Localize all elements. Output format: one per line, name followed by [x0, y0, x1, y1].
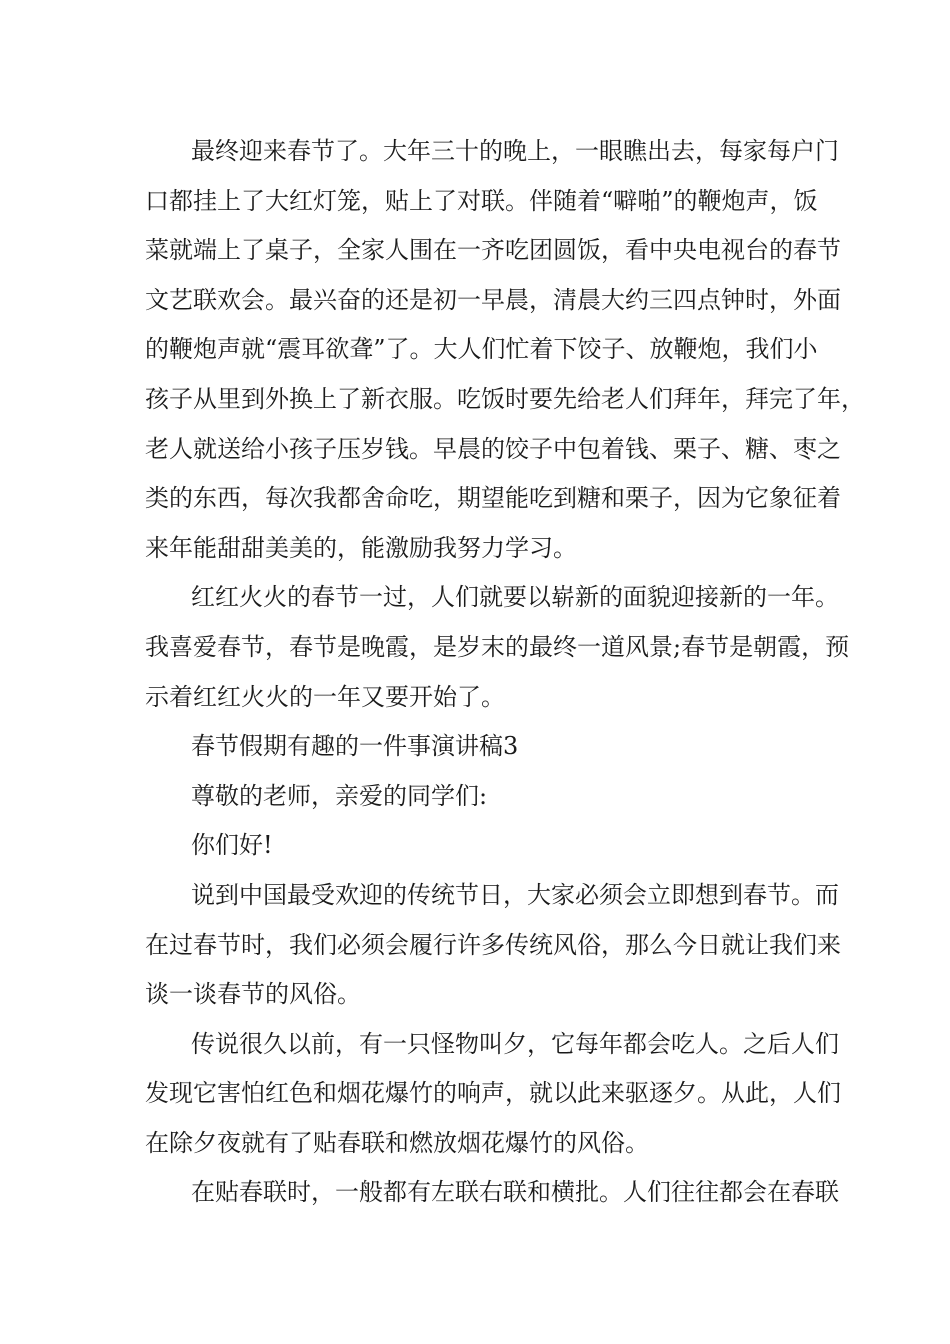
text-line: 我喜爱春节，春节是晚霞，是岁末的最终一道风景;春节是朝霞，预	[145, 632, 850, 661]
text-line: 的鞭炮声就“震耳欲聋”了。大人们忙着下饺子、放鞭炮，我们小	[145, 335, 818, 364]
document-body	[145, 127, 865, 1218]
text-line: 老人就送给小孩子压岁钱。早晨的饺子中包着钱、栗子、糖、枣之	[145, 434, 841, 463]
text-line: 红红火火的春节一过，人们就要以崭新的面貌迎接新的一年。	[191, 583, 839, 612]
text-line: 谈一谈春节的风俗。	[145, 980, 361, 1009]
section-title: 春节假期有趣的一件事演讲稿3	[191, 732, 519, 761]
text-line: 菜就端上了桌子，全家人围在一齐吃团圆饭，看中央电视台的春节	[145, 236, 841, 265]
text-line: 在除夕夜就有了贴春联和燃放烟花爆竹的风俗。	[145, 1128, 649, 1157]
text-line: 说到中国最受欢迎的传统节日，大家必须会立即想到春节。而	[191, 880, 839, 909]
text-line: 文艺联欢会。最兴奋的还是初一早晨，清晨大约三四点钟时，外面	[145, 285, 841, 314]
text-line: 在过春节时，我们必须会履行许多传统风俗，那么今日就让我们来	[145, 930, 841, 959]
text-line: 口都挂上了大红灯笼，贴上了对联。伴随着“噼啪”的鞭炮声，饭	[145, 186, 818, 215]
text-line: 孩子从里到外换上了新衣服。吃饭时要先给老人们拜年，拜完了年，	[145, 384, 865, 413]
text-line: 发现它害怕红色和烟花爆竹的响声，就以此来驱逐夕。从此，人们	[145, 1079, 841, 1108]
text-line: 示着红红火火的一年又要开始了。	[145, 682, 505, 711]
text-line: 最终迎来春节了。大年三十的晚上，一眼瞧出去，每家每户门	[191, 137, 839, 165]
salutation: 尊敬的老师，亲爱的同学们:	[191, 781, 488, 810]
text-line: 类的东西，每次我都舍命吃，期望能吃到糖和栗子，因为它象征着	[145, 484, 841, 513]
greeting: 你们好!	[191, 831, 273, 860]
text-line: 传说很久以前，有一只怪物叫夕，它每年都会吃人。之后人们	[191, 1029, 839, 1058]
text-line: 在贴春联时，一般都有左联右联和横批。人们往往都会在春联	[191, 1178, 839, 1207]
text-line: 来年能甜甜美美的，能激励我努力学习。	[145, 533, 577, 562]
